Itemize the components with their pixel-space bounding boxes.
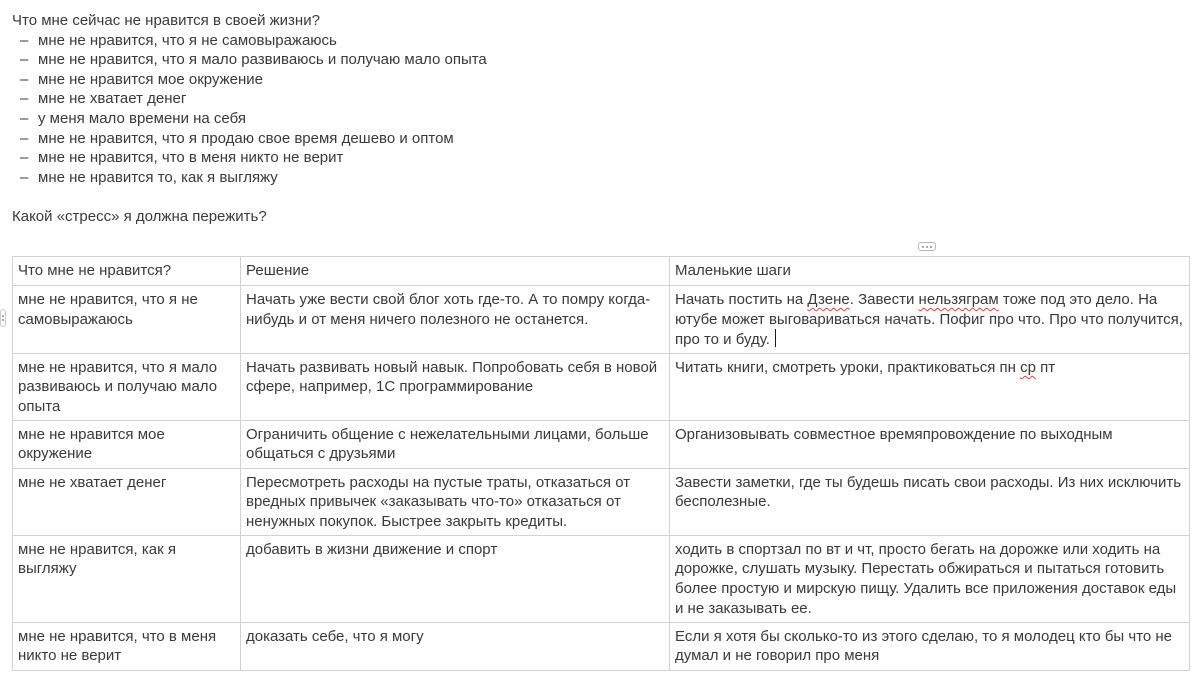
- plan-table[interactable]: [12, 256, 1190, 671]
- steps-cell[interactable]: Начать постить на Дзене. Завести нельзяграм тоже под это дело. На ютубе может выговариваться начать. Пофиг про что. Про что получится, про то и буду.: [670, 286, 1190, 354]
- list-item: – мне не нравится то, как я выгляжу: [20, 168, 278, 186]
- misspelled-word: ср: [1020, 358, 1036, 376]
- list-item: – мне не нравится, что в меня никто не верит: [20, 149, 344, 167]
- solution-cell[interactable]: Начать развивать новый навык. Попробовать себя в новой сфере, например, 1С программирование: [241, 353, 670, 420]
- list-item: – у меня мало времени на себя: [20, 109, 246, 127]
- list-item: – мне не нравится мое окружение: [20, 70, 263, 88]
- misspelled-word: нельзяграм: [918, 291, 999, 308]
- table-row: [13, 353, 1190, 420]
- steps-cell[interactable]: Если я хотя бы сколько-то из этого сделаю, то я молодец кто бы что не думал и не говорил про меня: [670, 622, 1190, 670]
- list-item: – мне не нравится, что я не самовыражаюсь: [20, 31, 337, 49]
- list-item: – мне не нравится, что я продаю свое время дешево и оптом: [20, 129, 454, 147]
- solution-cell[interactable]: доказать себе, что я могу: [241, 622, 670, 670]
- table-options-handle-icon[interactable]: [918, 242, 936, 251]
- problem-cell[interactable]: мне не нравится, что я не самовыражаюсь: [13, 286, 241, 354]
- misspelled-word: Дзене: [807, 291, 850, 308]
- problem-cell[interactable]: мне не нравится, что в меня никто не верит: [13, 622, 241, 670]
- stress-question: Какой «стресс» я должна пережить?: [12, 208, 267, 225]
- solution-cell[interactable]: Начать уже вести свой блог хоть где-то. А то помру когда-нибудь и от меня ничего полезного не останется.: [241, 286, 670, 354]
- header-cell-steps[interactable]: Маленькие шаги: [670, 257, 1190, 286]
- row-drag-handle-icon[interactable]: [0, 309, 6, 327]
- list-item: – мне не хватает денег: [20, 90, 187, 108]
- note-body[interactable]: [12, 11, 1188, 187]
- solution-cell[interactable]: Ограничить общение с нежелательными лицами, больше общаться с друзьями: [241, 420, 670, 468]
- header-cell-solution[interactable]: Решение: [241, 257, 670, 286]
- steps-cell[interactable]: Завести заметки, где ты будешь писать свои расходы. Из них исключить бесполезные.: [670, 468, 1190, 535]
- problem-cell[interactable]: мне не нравится, как я выгляжу: [13, 535, 241, 622]
- solution-cell[interactable]: добавить в жизни движение и спорт: [241, 535, 670, 622]
- problem-cell[interactable]: мне не хватает денег: [13, 468, 241, 535]
- dislikes-list: [12, 31, 1188, 188]
- table-row: [13, 468, 1190, 535]
- note-heading: Что мне сейчас не нравится в своей жизни?: [12, 12, 320, 29]
- table-header-row: [13, 257, 1190, 286]
- steps-cell[interactable]: Читать книги, смотреть уроки, практиковаться пн ср пт: [670, 353, 1190, 420]
- table-row: [13, 535, 1190, 622]
- table-row: [13, 420, 1190, 468]
- text-cursor: [775, 329, 776, 347]
- solution-cell[interactable]: Пересмотреть расходы на пустые траты, отказаться от вредных привычек «заказывать что-то» отказаться от ненужных покупок. Быстрее закрыть кредиты.: [241, 468, 670, 535]
- problem-cell[interactable]: мне не нравится, что я мало развиваюсь и получаю мало опыта: [13, 353, 241, 420]
- header-cell-problem[interactable]: Что мне не нравится?: [13, 257, 241, 286]
- steps-cell[interactable]: ходить в спортзал по вт и чт, просто бегать на дорожке или ходить на дорожке, слушать музыку. Перестать обжираться и пытаться готовить более простую и мирскую пищу. Удалить все приложения доставок еды и не заказывать ее.: [670, 535, 1190, 622]
- steps-cell[interactable]: Организовывать совместное времяпровождение по выходным: [670, 420, 1190, 468]
- problem-cell[interactable]: мне не нравится мое окружение: [13, 420, 241, 468]
- list-item: – мне не нравится, что я мало развиваюсь и получаю мало опыта: [20, 51, 487, 69]
- table-row: [13, 286, 1190, 354]
- table-row: [13, 622, 1190, 670]
